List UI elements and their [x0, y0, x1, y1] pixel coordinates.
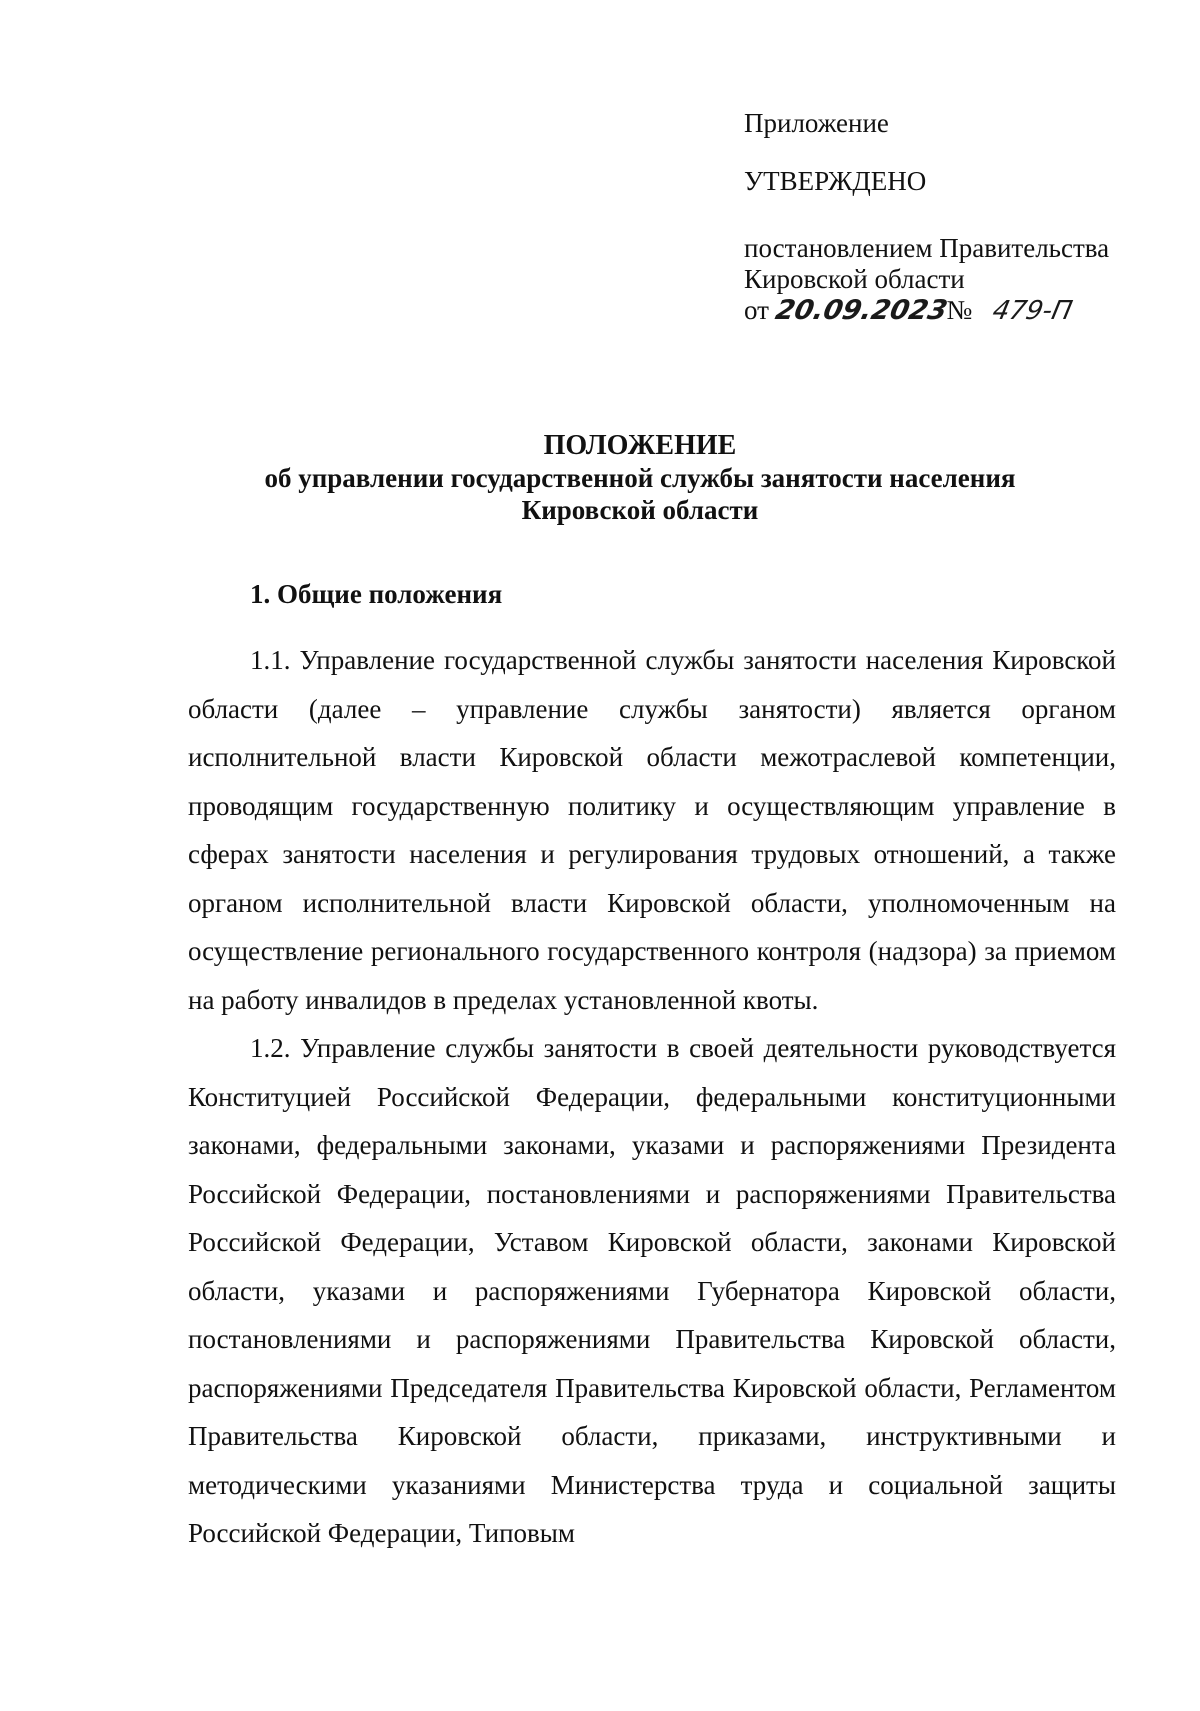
approved-by-line-1: постановлением Правительства: [744, 233, 1110, 263]
date-prefix: от: [744, 295, 769, 325]
title-line-3: Кировской области: [521, 495, 759, 525]
document-title: [180, 430, 1100, 526]
handwritten-number: 479-П: [989, 296, 1075, 326]
paragraph-1-1: 1.1. Управление государственной службы занятости населения Кировской области (далее – управление службы занятости) является органом исполнительной власти Кировской области межотраслевой компетенции, проводящим государственную политику и осуществляющим управление в сферах занятости населения и регулирования трудовых отношений, а также органом исполнительной власти Кировской области, уполномоченным на осуществление регионального государственного контроля (надзора) за приемом на работу инвалидов в пределах установленной квоты.: [188, 645, 1116, 1015]
appendix-label: Приложение: [744, 108, 889, 138]
section-heading: 1. Общие положения: [250, 579, 503, 609]
approved-label: УТВЕРЖДЕНО: [744, 166, 927, 196]
paragraph-1-2: 1.2. Управление службы занятости в своей деятельности руководствуется Конституцией Российской Федерации, федеральными конституционными законами, федеральными законами, указами и распоряжениями Президента Российской Федерации, постановлениями и распоряжениями Правительства Российской Федерации, Уставом Кировской области, законами Кировской области, указами и распоряжениями Губернатора Кировской области, постановлениями и распоряжениями Правительства Кировской области, распоряжениями Председателя Правительства Кировской области, Регламентом Правительства Кировской области, приказами, инструктивными и методическими указаниями Министерства труда и социальной защиты Российской Федерации, Типовым: [188, 1033, 1116, 1548]
approval-date-line: [744, 295, 1154, 327]
title-line-2: об управлении государственной службы занятости населения: [264, 463, 1016, 493]
number-sign: №: [946, 295, 973, 325]
approved-by-line-2: Кировской области: [744, 264, 965, 294]
body-text: [188, 636, 1116, 1558]
approval-stamp-block: [744, 108, 1154, 327]
title-line-1: ПОЛОЖЕНИЕ: [543, 430, 737, 461]
handwritten-date: 20.09.2023: [772, 295, 950, 326]
